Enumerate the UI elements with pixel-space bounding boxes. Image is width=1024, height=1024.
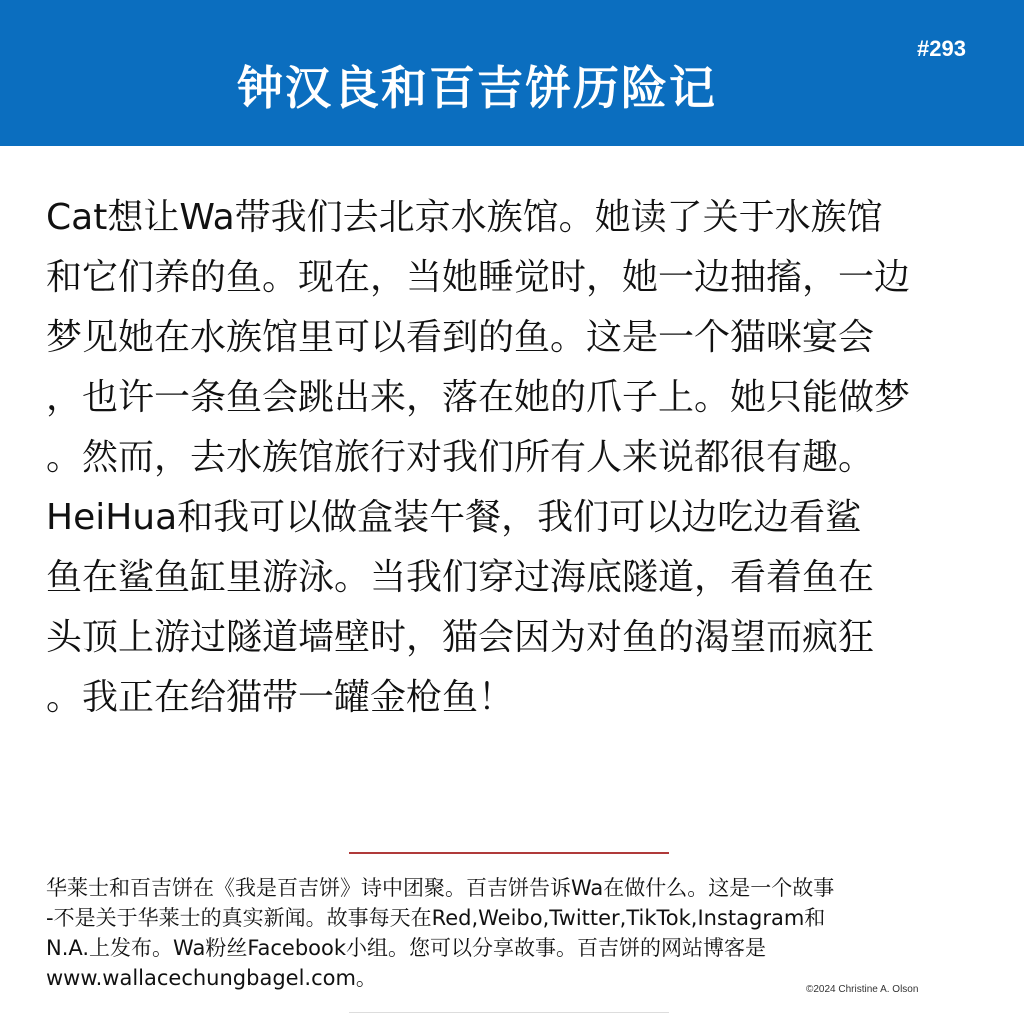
footer-line: 华莱士和百吉饼在《我是百吉饼》诗中团聚。百吉饼告诉Wa在做什么。这是一个故事 [46,876,835,900]
footer-line: www.wallacechungbagel.com。 [46,966,377,990]
story-text [46,188,978,728]
header-banner [0,0,1024,146]
footer-line: -不是关于华莱士的真实新闻。故事每天在Red,Weibo,Twitter,TikTok,Instagram和 [46,906,826,930]
story-line: ，也许一条鱼会跳出来，落在她的爪子上。她只能做梦 [46,377,911,418]
story-line: 。我正在给猫带一罐金枪鱼！ [46,677,515,718]
story-line: 鱼在鲨鱼缸里游泳。当我们穿过海底隧道，看着鱼在 [46,557,875,598]
footer-line: N.A.上发布。Wa粉丝Facebook小组。您可以分享故事。百吉饼的网站博客是 [46,936,767,960]
story-line: 。然而，去水族馆旅行对我们所有人来说都很有趣。 [46,437,875,478]
bottom-divider [349,1012,669,1013]
episode-number: #293 [917,36,966,61]
story-line: HeiHua和我可以做盒装午餐，我们可以边吃边看鲨 [46,497,862,538]
page-title: 钟汉良和百吉饼历险记 [237,61,717,115]
story-line: 头顶上游过隧道墙壁时，猫会因为对鱼的渴望而疯狂 [46,617,875,658]
story-line: Cat想让Wa带我们去北京水族馆。她读了关于水族馆 [46,197,883,238]
footer-note [46,873,981,993]
section-divider [349,852,669,854]
story-line: 梦见她在水族馆里可以看到的鱼。这是一个猫咪宴会 [46,317,875,358]
copyright-notice: ©2024 Christine A. Olson [806,984,919,995]
story-line: 和它们养的鱼。现在，当她睡觉时，她一边抽搐，一边 [46,257,911,298]
